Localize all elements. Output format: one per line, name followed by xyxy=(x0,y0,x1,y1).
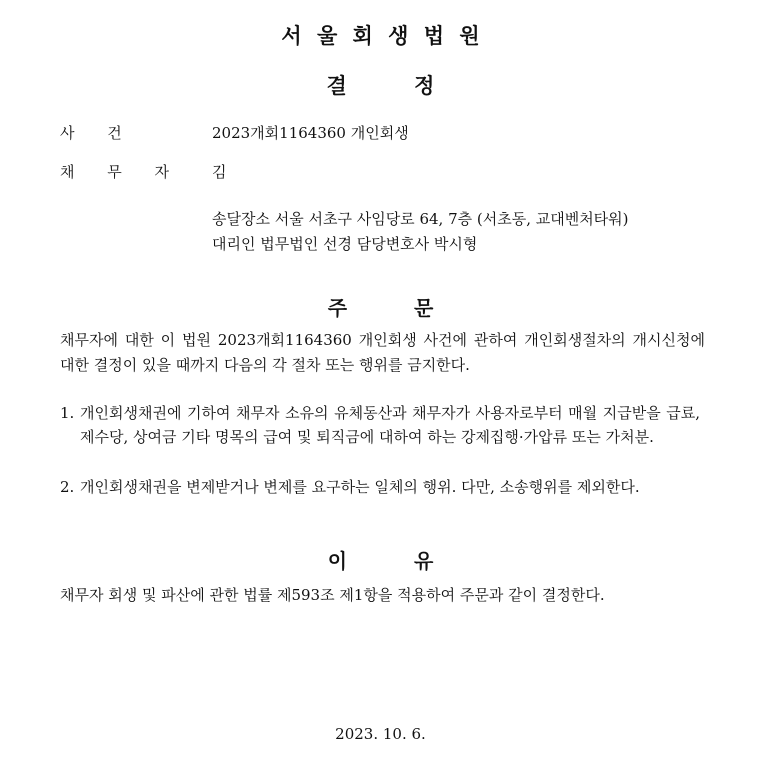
order-intro: 채무자에 대한 이 법원 2023개회1164360 개인회생 사건에 관하여 개인회생절차의 개시신청에 대한 결정이 있을 때까지 다음의 각 절차 또는 행위를 금지한다. xyxy=(60,331,705,374)
order-item-number: 1. xyxy=(60,404,75,422)
debtor-label: 채 무 자 xyxy=(60,163,170,181)
order-item xyxy=(60,475,700,499)
legal-agent: 대리인 법무법인 선경 담당변호사 박시형 xyxy=(212,235,478,253)
document-title: 결 정 xyxy=(326,74,435,98)
service-address: 송달장소 서울 서초구 사임당로 64, 7층 (서초동, 교대벤처타워) xyxy=(212,210,629,228)
court-name: 서 울 회 생 법 원 xyxy=(281,24,480,48)
order-item-number: 2. xyxy=(60,478,75,496)
case-label: 사 건 xyxy=(60,124,122,142)
case-number: 2023개회1164360 개인회생 xyxy=(212,124,409,142)
reason-text: 채무자 회생 및 파산에 관한 법률 제593조 제1항을 적용하여 주문과 같이 결정한다. xyxy=(60,586,605,604)
decision-date: 2023. 10. 6. xyxy=(335,725,426,743)
order-item-text: 개인회생채권을 변제받거나 변제를 요구하는 일체의 행위. 다만, 소송행위를 제외한다. xyxy=(80,478,640,496)
order-item-text: 개인회생채권에 기하여 채무자 소유의 유체동산과 채무자가 사용자로부터 매월 지급받을 급료, 제수당, 상여금 기타 명목의 급여 및 퇴직금에 대하여 하는 강제집행·가압류 또는 가처분. xyxy=(80,404,700,446)
order-item xyxy=(60,401,700,449)
debtor-name: 김 xyxy=(212,163,227,181)
reason-heading: 이 유 xyxy=(327,549,434,573)
order-heading: 주 문 xyxy=(327,296,434,320)
